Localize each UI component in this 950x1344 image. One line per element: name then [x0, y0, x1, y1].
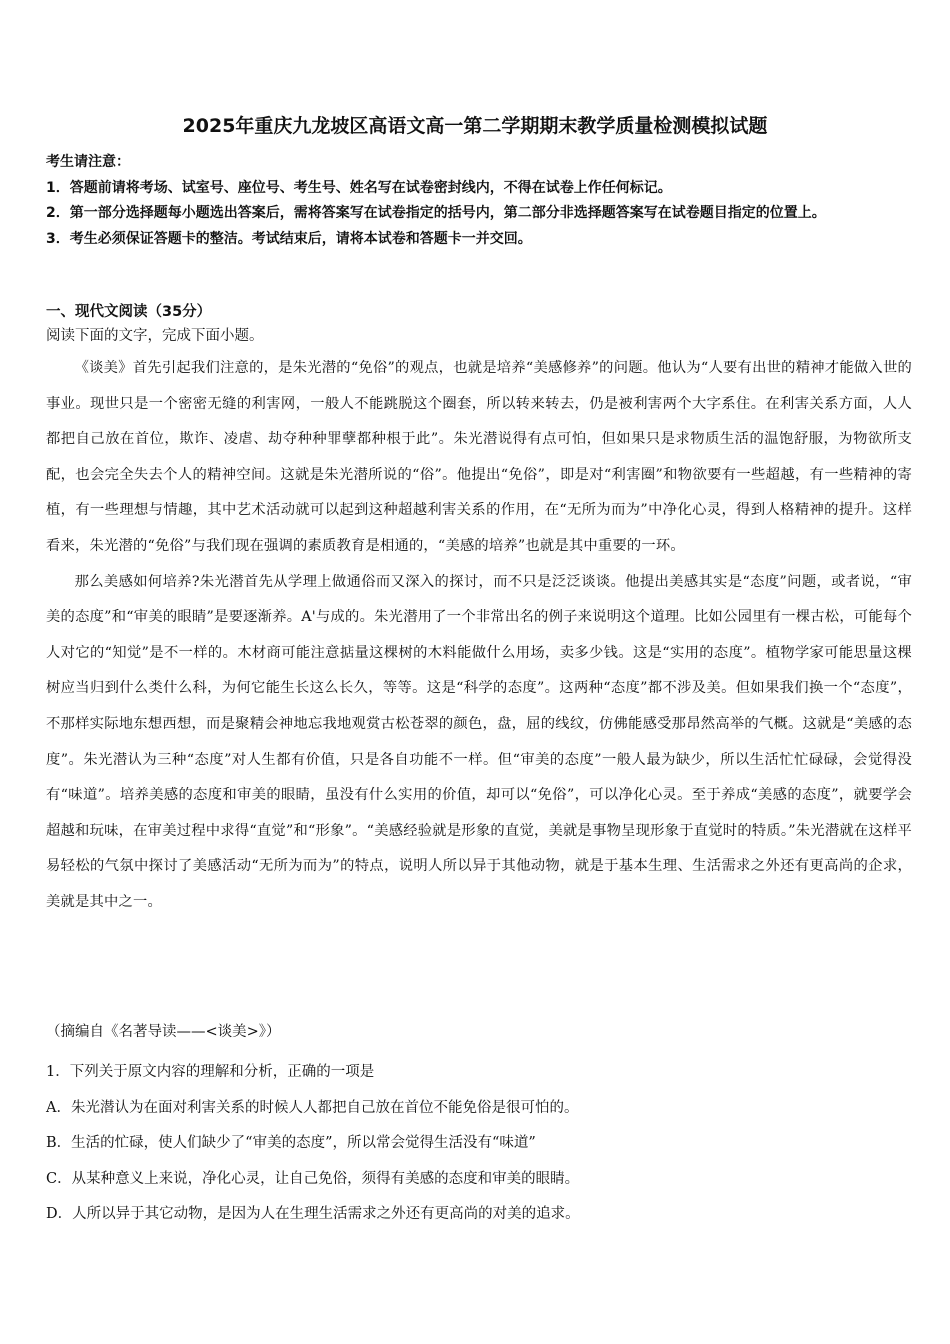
- question-option-d: D．人所以异于其它动物，是因为人在生理生活需求之外还有更高尚的对美的追求。: [46, 1206, 580, 1223]
- exam-notice: [46, 150, 906, 252]
- reading-passage: [46, 351, 912, 921]
- question-option-a: A．朱光潜认为在面对利害关系的时候人人都把自己放在首位不能免俗是很可怕的。: [46, 1099, 579, 1116]
- notice-item: 1．答题前请将考场、试室号、座位号、考生号、姓名写在试卷密封线内，不得在试卷上作任何标记。: [46, 179, 672, 196]
- question-stem: 1．下列关于原文内容的理解和分析，正确的一项是: [46, 1064, 375, 1080]
- passage-source: （摘编自《名著导读——<谈美>》）: [46, 1024, 281, 1040]
- notice-item: 3．考生必须保证答题卡的整洁。考试结束后，请将本试卷和答题卡一并交回。: [46, 230, 532, 247]
- question-option-c: C．从某种意义上来说，净化心灵，让自己免俗，须得有美感的态度和审美的眼睛。: [46, 1170, 580, 1187]
- page-title: 2025年重庆九龙坡区高语文高一第二学期期末教学质量检测模拟试题: [182, 115, 768, 137]
- question-option-b: B．生活的忙碌，使人们缺少了“审美的态度”，所以常会觉得生活没有“味道”: [46, 1135, 536, 1152]
- passage-paragraph: 《谈美》首先引起我们注意的，是朱光潜的“免俗”的观点，也就是培养“美感修养”的问题。他认为“人要有出世的精神才能做入世的事业。现世只是一个密密无缝的利害网，一般人不能跳脱这个圈套，所以转来转去，仍是被利害两个大字系住。在利害关系方面，人人都把自己放在首位，欺诈、凌虐、劫夺种种罪孽都种根于此”。朱光潜说得有点可怕，但如果只是求物质生活的温饱舒服，为物欲所支配，也会完全失去个人的精神空间。这就是朱光潜所说的“俗”。他提出“免俗”，即是对“利害圈”和物欲要有一些超越，有一些精神的寄植，有一些理想与情趣，其中艺术活动就可以起到这种超越利害关系的作用，在“无所为而为”中净化心灵，得到人格精神的提升。这样看来，朱光潜的“免俗”与我们现在强调的素质教育是相通的，“美感的培养”也就是其中重要的一环。: [46, 360, 912, 554]
- passage-paragraph: 那么美感如何培养?朱光潜首先从学理上做通俗而又深入的探讨，而不只是泛泛谈谈。他提出美感其实是“态度”问题，或者说，“审美的态度”和“审美的眼睛”是要逐渐养。A'与成的。朱光潜用了一个非常出名的例子来说明这个道理。比如公园里有一棵古松，可能每个人对它的“知觉”是不一样的。木材商可能注意掂量这棵树的木料能做什么用场，卖多少钱。这是“实用的态度”。植物学家可能思量这棵树应当归到什么类什么科，为何它能生长这么长久，等等。这是“科学的态度”。这两种“态度”都不涉及美。但如果我们换一个“态度”，不那样实际地东想西想，而是聚精会神地忘我地观赏古松苍翠的颜色，盘，屈的线纹，仿佛能感受那昂然高举的气概。这就是“美感的态度”。朱光潜认为三种“态度”对人生都有价值，只是各自功能不一样。但“审美的态度”一般人最为缺少，所以生活忙忙碌碌，会觉得没有“味道”。培养美感的态度和审美的眼睛，虽没有什么实用的价值，却可以“免俗”，可以净化心灵。至于养成“美感的态度”，就要学会超越和玩味，在审美过程中求得“直觉”和“形象”。“美感经验就是形象的直觉，美就是事物呈现形象于直觉时的特质。”朱光潜就在这样平易轻松的气氛中探讨了美感活动“无所为而为”的特点，说明人所以异于其他动物，就是于基本生理、生活需求之外还有更高尚的企求，美就是其中之一。: [46, 573, 912, 910]
- notice-item: 2．第一部分选择题每小题选出答案后，需将答案写在试卷指定的括号内，第二部分非选择题答案写在试卷题目指定的位置上。: [46, 205, 826, 221]
- section-instruction: 阅读下面的文字，完成下面小题。: [46, 328, 264, 344]
- notice-heading: 考生请注意：: [46, 154, 130, 170]
- section-heading: 一、现代文阅读（35分）: [46, 304, 212, 320]
- question-1: [46, 1055, 912, 1233]
